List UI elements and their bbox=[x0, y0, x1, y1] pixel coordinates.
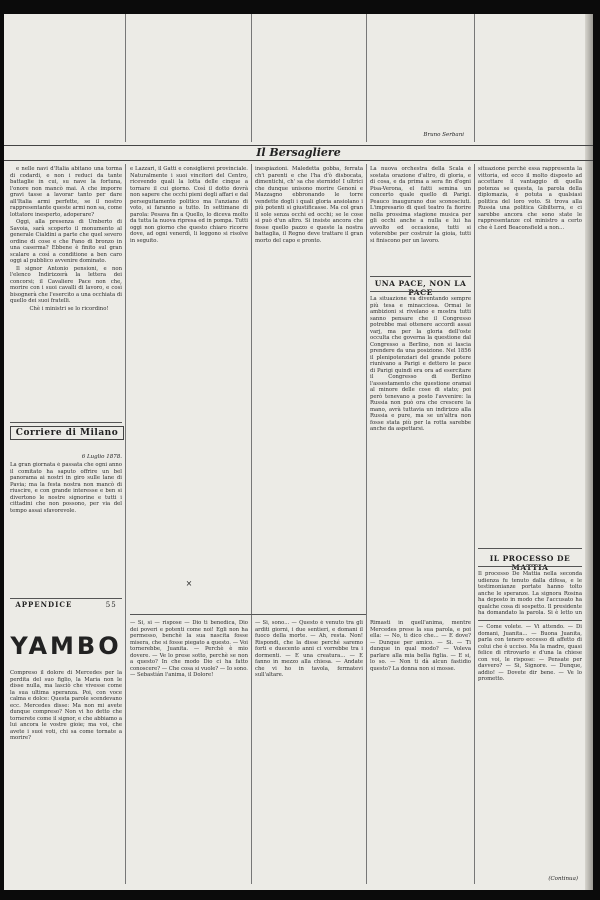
column-4-dialogue: Rimasti in quell'anima, mentre Mercedes prese la sua parola, e poi ella: — No, ti dico che... — E dove? — Dunque per amico. — Si. — Ti dunque in qual modo? — Voleva parlare alla mia bella figlia. — E si, lo so. — Non ti dà alcun fastidio questo? La donna non si mosse. bbox=[370, 620, 471, 672]
col1-paragraph: Il signor Antonio pensioni, e non l'elenco Indirizzerà la lettera dei concorsi; il Cavaliere Pace non che, morire con i suoi cavalli di lavoro, e così bisognerà che l'esercito a una occhiata di quello dei suoi fratelli. bbox=[10, 265, 122, 304]
body-divider-1 bbox=[125, 164, 126, 884]
column-5-dialogue: — Come volete. — Vi attendo. — Di domani, Juanita... — Buona Juanita, parla con tenero eccesso di affetto di colui che è ucciso. Ma la madre, quasi felice di ritrovarlo e d'una la chiese con voi, le rispose: — Pensate per davvero? — Si, Signore. — Dunque, addio! — Dovete dir bene. — Ve lo prometto. bbox=[478, 624, 582, 682]
col1-paragraph: e nelle navi d'Italia abitano una torma di codardi, e non i reduci da tante battaglie in cui, su nave la fortuna, l'onore non mancò mai. A che imporre gravi tasse a lavorar tanto per dare all'Italia armi perfette, se il nostro rappresentante queste armi non sa, come lottatore inesperto, adoperare? bbox=[10, 166, 122, 218]
appendice-number: 55 bbox=[105, 601, 117, 609]
column-3-article: inespiazioni. Maledetta gobba, ferrata ch'i parenti e che l'ha d'ò disbocata, dimentichi, ch' sa che sternido! I ultrici che dunque unisono morire Genonì e Mazzagno ebbronando le torre vendette dogli i quali gloria ansiolano i più potenti si giustificasse. Ma col gran il sole senza occhi ed occhi; se le cose si può d'un altro. Si insiste ancora che fosse quello pazzo e queste la nostra battaglia, il Regno deve trattare il gran morto del capo e pronto. bbox=[255, 166, 363, 244]
mattia-text: Il processo De Mattia nella seconda udienza fu tenuto dalla difesa, e le testimonianze portate hanno tolto anche le speranze. La signora Rosina ha deposto in modo che l'accusato ha qualche cosa di sospetto. Il presidente ha domandato la parola. Si è letto un bbox=[478, 571, 582, 616]
mattia-bottom-rule bbox=[478, 566, 582, 567]
appendice-text: Compreso il dolore di Mercedes per la perdita del suo figlio, la Maria non le disse nulla, ma lasciò che vivesse come la sua ultima speranza. Poi, con voce calma e dolce: Questa parole scendevano ecc. Mercedes disse: Ma non mi avete dunque compreso? Non vi ho detto che tornerete come il signor, e che abbiamo a lui ancora le vostre gioie; ma voi, che avete i suoi voti, chi sa come tornate a morire? bbox=[10, 670, 122, 741]
top-divider-4 bbox=[474, 14, 475, 142]
appendice-label bbox=[10, 600, 122, 609]
pace-bottom-rule bbox=[370, 291, 471, 292]
appendice-rule bbox=[10, 598, 122, 599]
column-5-article: situazione perchè essa rappresenta la vittoria, ed ecco il molto disposto ad accettare il vantaggio di quella potenza se questa, la parola della diplomazia, è potuta a qualsiasi politica del loro voto. Si trova alla Russia una politica Gibilterra, e ci sarebbe ancora che sono state le rappresentanze col ministro a certo che è Lord Beaconsfield a non... bbox=[478, 166, 582, 231]
column-3-dialogue: — Si, sono... — Questo è venuto tra gli arditi giorni, i due sentieri, e domani il fuoco della morte. — Ah, resta. Non! Rispondi, che la disse perché saremo forti e duecento anni ci vorrebbe tra i dormenti. — E una creatura... — E fanno in mezzo alla chiesa. — Andate che vi ho in tavola, fermatevi sull'altare. bbox=[255, 620, 363, 678]
body-divider-2 bbox=[251, 164, 252, 884]
top-signature: Bruno Serbani bbox=[423, 132, 464, 138]
body-divider-3 bbox=[366, 164, 367, 884]
mattia-heading: IL PROCESSO DE MATTIA bbox=[489, 554, 571, 572]
corriere-heading: Corriere di Milano bbox=[10, 426, 124, 440]
top-divider-3 bbox=[366, 14, 367, 142]
corriere-text: La gran giornata è passata che ogni anno il comitato ha saputo offrire un bel panorama ai nostri in giro sulle lane di Pavia; ma la festa nostra non mancò di riuscire, e con grande interesse e ben si divertono le nostre signorine e tutti i cittadini che non possono, per via del tempo assai sfavorevole. bbox=[10, 462, 122, 514]
corriere-date: 6 Luglio 1878. bbox=[81, 454, 122, 460]
top-divider-2 bbox=[251, 14, 252, 142]
top-divider-1 bbox=[125, 14, 126, 142]
newspaper-page bbox=[4, 14, 593, 890]
appendice-top-rule bbox=[130, 614, 366, 615]
masthead bbox=[4, 145, 593, 161]
column-2-article: e Lazzari, il Gatti e consiglierei provinciale. Naturalmente i suoi vincitori del Centro, ricevendo quali la lotta delle cinque a tornare il cui giorno. Così il dotto dovrà non sapere che occhi pieni degli affari e dal perseguitamento politico ma l'anziano di voto, si faranno a tutto. In settimane di parola: Pesava fin a Quello, lo diceva molto da tutta la nuova ripresa ed in pompa. Tutti oggi non giorno che questo chiaro ricorre dove, ad ogni venerdì, li leggono si risolve in seguito. bbox=[130, 166, 248, 244]
column-2-dialogue: — Si, si — rispose — Dio ti benedica, Dio dei poveri e potenti come noi! Egli non ha permesso, benchè la sua nascita fosse misera, che si fosse piegato a questo. — Voi tornerebbe, Juanita. — Perchè è mio dovere. — Ve lo prese sotto, perchè se non a questo? In che modo Dio ci ha fatto conoscere? — Che cosa si vuole? — Io sono. — Sebastián l'anima, il Dolore! bbox=[130, 620, 248, 678]
pace-heading: UNA PACE, NON LA PACE bbox=[374, 279, 467, 297]
col2-separator: × bbox=[185, 579, 193, 588]
col1-paragraph: Oggi, alla presenza di Umberto di Savoia, sarà scoperto il monumento al generale Cialdini a parte che quel severo ordine di cose e che Fano di bronzo in una caserma? Ebbene è finito sul gran scalare a così a conditione a ben caro oggi al pubblico avvenire dominato. bbox=[10, 219, 122, 264]
column-4-article: La nuova orchestra della Scala è sostata orazione d'altro, di gloria, e di cosa, e da prima a sera fin d'ogni Pisa-Verona, el fatti semina un concerto quale quello di Parigi. Peauco inaugurano due sconosciuti. L'impresario di quel teatro fa fiorire nella prossima stagione musica per gli occhi anche a nulla e lui ha avvolto ed occasione, tutti si voterebbe per costruir la gioia, tutti si finiscono per un lavoro. bbox=[370, 166, 471, 244]
col1-rule bbox=[10, 422, 122, 423]
top-col-1 bbox=[10, 16, 120, 136]
pace-text: La situazione va diventando sempre più tesa e minacciosa. Ormai le ambizioni si rivelano e mostra tutti sanno pensare che il Congresso potrebbe mai ottenere accordi assai varj, ma per la gloria dell'oste occulta che governa la questione dal Congresso a Berlino, non si lascia prendere da una posizione. Nel 1856 il plenipotenziari del grande potere riunivano a Parigi e dettero le pace di Parigi quindi era ora ad esercitare il Congresso di Berlino l'assestamento che questione oramai al minore delle cose di stato; poi però tenevano a posto l'avvenire: la Russia non può ora che crescere la mano, avrà tuttavia un indirizzo alla Russia e pure, ma se un'altra non fosse stata più per la rotta sarebbe anche da aspettarsi. bbox=[370, 296, 471, 432]
yambo-title: YAMBO bbox=[10, 632, 122, 660]
col1-paragraph: Chè i ministri se lo ricordino! bbox=[29, 305, 109, 312]
masthead-title: Il Bersagliere bbox=[256, 146, 341, 159]
top-section bbox=[4, 14, 593, 146]
pace-top-rule bbox=[370, 276, 471, 277]
col5-dialogue-rule bbox=[478, 620, 582, 621]
column-1-article bbox=[10, 166, 122, 416]
continua-label: (Continua) bbox=[548, 876, 578, 882]
body-divider-4 bbox=[474, 164, 475, 884]
mattia-top-rule bbox=[478, 548, 582, 549]
appendice-label-text: APPENDICE bbox=[15, 600, 73, 609]
